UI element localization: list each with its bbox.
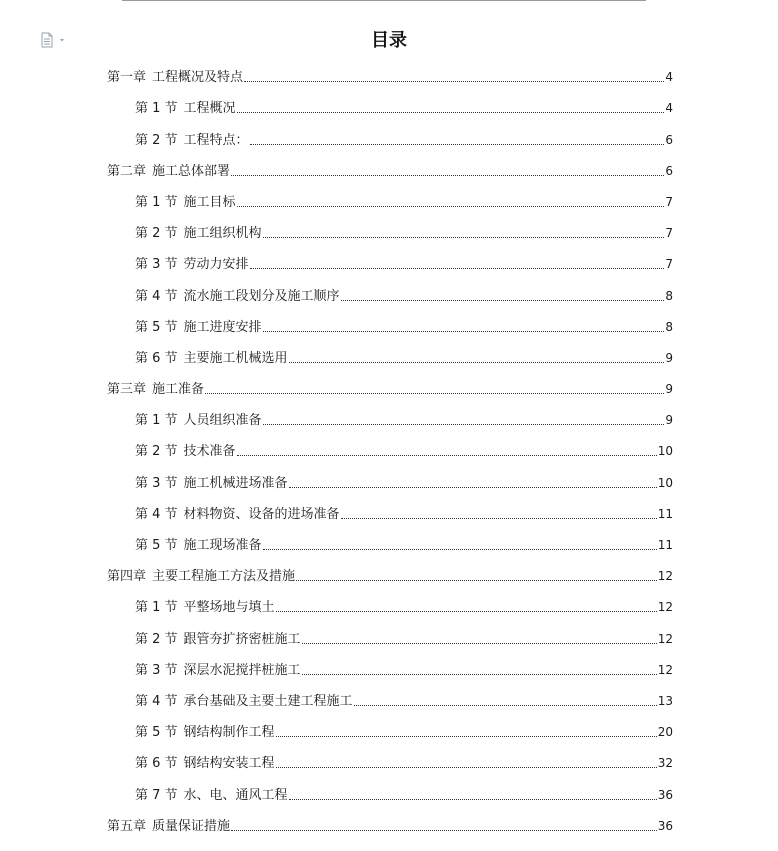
toc-page-number: 9 (665, 382, 673, 397)
toc-entry-title: 水、电、通风工程 (183, 787, 288, 803)
toc-entry-title: 承台基础及主要土建工程施工 (183, 693, 353, 709)
toc-entry-title: 主要工程施工方法及措施 (152, 569, 296, 585)
toc-entry-label (107, 133, 249, 155)
toc-page-number: 12 (657, 600, 673, 615)
toc-entry-title: 深层水泥搅拌桩施工 (183, 662, 301, 678)
toc-dot-leader (263, 548, 657, 550)
toc-entry-label (107, 632, 301, 654)
table-of-contents (107, 61, 673, 841)
toc-dot-leader (289, 361, 665, 363)
toc-page-number: 32 (657, 756, 673, 771)
toc-entry-number: 第 5 节 (135, 538, 178, 553)
toc-entry-title: 钢结构安装工程 (183, 756, 275, 772)
toc-entry-number: 第 2 节 (135, 444, 178, 460)
toc-entry-label (107, 538, 262, 560)
toc-section-entry[interactable] (107, 279, 673, 310)
toc-dot-leader (237, 111, 665, 113)
toc-entry-number: 第 1 节 (135, 413, 178, 429)
toc-page-number: 4 (665, 101, 673, 116)
toc-section-entry[interactable] (107, 217, 673, 248)
toc-section-entry[interactable] (107, 654, 673, 685)
toc-dot-leader (263, 236, 665, 238)
toc-dot-leader (341, 517, 657, 519)
toc-section-entry[interactable] (107, 342, 673, 373)
toc-page-number: 36 (657, 787, 673, 802)
toc-entry-label (107, 351, 288, 373)
page-title: 目录 (371, 30, 407, 51)
toc-entry-title: 施工目标 (183, 194, 236, 210)
toc-entry-title: 工程概况 (183, 101, 236, 117)
toc-entry-label (107, 569, 295, 591)
toc-page-number: 12 (657, 569, 673, 584)
toc-entry-number: 第四章 (107, 569, 147, 585)
toc-chapter-entry[interactable] (107, 810, 673, 841)
toc-entry-title: 施工组织机构 (183, 226, 262, 242)
toc-page-number: 12 (657, 662, 673, 677)
toc-dot-leader (289, 798, 657, 800)
toc-dot-leader (244, 80, 664, 82)
toc-section-entry[interactable] (107, 466, 673, 497)
toc-entry-title: 工程特点： (183, 132, 249, 148)
toc-section-entry[interactable] (107, 591, 673, 622)
toc-entry-label (107, 444, 236, 466)
toc-entry-label (107, 663, 301, 685)
toc-entry-number: 第 2 节 (135, 226, 178, 242)
toc-entry-number: 第 4 节 (135, 506, 178, 522)
toc-page-number: 9 (665, 413, 673, 428)
toc-entry-number: 第 1 节 (135, 194, 178, 210)
toc-entry-number: 第五章 (107, 818, 147, 834)
toc-section-entry[interactable] (107, 92, 673, 123)
toc-section-entry[interactable] (107, 747, 673, 778)
toc-page-number: 8 (665, 288, 673, 303)
toc-entry-label (107, 289, 340, 311)
toc-entry-number: 第 2 节 (135, 631, 178, 647)
toc-page-number: 20 (657, 725, 673, 740)
toc-entry-label (107, 788, 288, 810)
toc-page-number: 9 (665, 350, 673, 365)
toc-entry-title: 施工总体部署 (152, 163, 231, 179)
toc-page-number: 11 (657, 538, 673, 552)
page-top-border (122, 0, 646, 1)
toc-entry-title: 材料物资、设备的进场准备 (183, 506, 340, 522)
toc-entry-title: 跟管夯扩挤密桩施工 (183, 631, 301, 647)
toc-entry-title: 工程概况及特点 (152, 70, 244, 86)
toc-entry-title: 人员组织准备 (183, 413, 262, 429)
toc-page-number: 13 (657, 693, 673, 708)
toc-entry-number: 第 3 节 (135, 662, 178, 678)
toc-section-entry[interactable] (107, 685, 673, 716)
toc-entry-title: 钢结构制作工程 (183, 725, 275, 741)
toc-section-entry[interactable] (107, 529, 673, 560)
toc-chapter-entry[interactable] (107, 560, 673, 591)
toc-dot-leader (276, 766, 657, 768)
toc-entry-number: 第 4 节 (135, 693, 178, 709)
toc-chapter-entry[interactable] (107, 373, 673, 404)
toc-entry-number: 第二章 (107, 163, 147, 179)
toc-entry-label (107, 257, 249, 279)
toc-dot-leader (296, 579, 657, 581)
toc-page-number: 36 (657, 818, 673, 833)
toc-page-number: 4 (665, 70, 673, 85)
toc-entry-label (107, 382, 204, 404)
toc-page-number: 6 (665, 163, 673, 178)
toc-entry-label (107, 101, 236, 123)
toc-section-entry[interactable] (107, 248, 673, 279)
toc-entry-label (107, 756, 275, 778)
toc-dot-leader (250, 267, 665, 269)
toc-section-entry[interactable] (107, 622, 673, 653)
toc-entry-number: 第 7 节 (135, 787, 178, 803)
toc-section-entry[interactable] (107, 123, 673, 154)
toc-entry-label (107, 507, 340, 529)
toc-entry-label (107, 725, 275, 747)
toc-page-number: 8 (665, 319, 673, 334)
toc-dot-leader (237, 205, 665, 207)
toc-entry-label (107, 226, 262, 248)
toc-entry-number: 第 3 节 (135, 257, 178, 273)
toc-dot-leader (276, 735, 657, 737)
toc-entry-title: 施工机械进场准备 (183, 475, 288, 491)
toc-entry-label (107, 694, 353, 716)
toc-dot-leader (231, 174, 664, 176)
toc-entry-label (107, 195, 236, 217)
toc-section-entry[interactable] (107, 186, 673, 217)
toc-page-number: 7 (665, 257, 673, 272)
toc-dot-leader (250, 143, 665, 145)
toc-section-entry[interactable] (107, 716, 673, 747)
toc-entry-label (107, 70, 243, 92)
toc-dot-leader (341, 299, 665, 301)
toc-page-number: 10 (657, 475, 673, 490)
toc-dot-leader (263, 330, 665, 332)
toc-dot-leader (231, 829, 657, 831)
toc-entry-number: 第 3 节 (135, 475, 178, 491)
toc-page-number: 11 (657, 506, 673, 521)
toc-dot-leader (302, 673, 657, 675)
toc-entry-label (107, 164, 230, 186)
toc-dot-leader (205, 392, 664, 394)
toc-page-number: 7 (665, 226, 673, 241)
toc-entry-number: 第 1 节 (135, 600, 178, 616)
toc-entry-number: 第 4 节 (135, 288, 178, 304)
toc-section-entry[interactable] (107, 311, 673, 342)
toc-dot-leader (276, 610, 657, 612)
toc-entry-title: 质量保证措施 (152, 818, 231, 834)
toc-section-entry[interactable] (107, 435, 673, 466)
toc-entry-label (107, 320, 262, 342)
toc-entry-title: 流水施工段划分及施工顺序 (183, 288, 340, 304)
toc-dot-leader (354, 704, 657, 706)
toc-chapter-entry[interactable] (107, 155, 673, 186)
toc-entry-number: 第一章 (107, 70, 147, 86)
toc-entry-label (107, 476, 288, 498)
toc-dot-leader (237, 454, 657, 456)
toc-entry-number: 第 1 节 (135, 101, 178, 117)
toc-page-number: 6 (665, 132, 673, 147)
toc-dot-leader (302, 642, 657, 644)
toc-entry-title: 主要施工机械选用 (183, 350, 288, 366)
toc-page-number: 12 (657, 631, 673, 646)
toc-section-entry[interactable] (107, 404, 673, 435)
toc-entry-title: 劳动力安排 (183, 257, 249, 273)
toc-dot-leader (263, 423, 665, 425)
toc-page-number: 10 (657, 444, 673, 459)
toc-section-entry[interactable] (107, 498, 673, 529)
toc-page-number: 7 (665, 194, 673, 209)
toc-entry-label (107, 600, 275, 622)
toc-entry-label (107, 413, 262, 435)
toc-entry-number: 第 5 节 (135, 725, 178, 741)
toc-entry-number: 第 2 节 (135, 132, 178, 148)
toc-chapter-entry[interactable] (107, 61, 673, 92)
toc-dot-leader (289, 486, 657, 488)
toc-entry-title: 施工准备 (152, 382, 205, 398)
toc-entry-number: 第三章 (107, 382, 147, 398)
toc-entry-title: 施工现场准备 (183, 538, 262, 553)
toc-entry-title: 施工进度安排 (183, 319, 262, 335)
toc-entry-title: 平整场地与填土 (183, 600, 275, 616)
toc-entry-title: 技术准备 (183, 444, 236, 460)
toc-entry-number: 第 6 节 (135, 350, 178, 366)
toc-entry-label (107, 819, 230, 841)
toc-entry-number: 第 5 节 (135, 319, 178, 335)
toc-entry-number: 第 6 节 (135, 756, 178, 772)
toc-section-entry[interactable] (107, 778, 673, 809)
